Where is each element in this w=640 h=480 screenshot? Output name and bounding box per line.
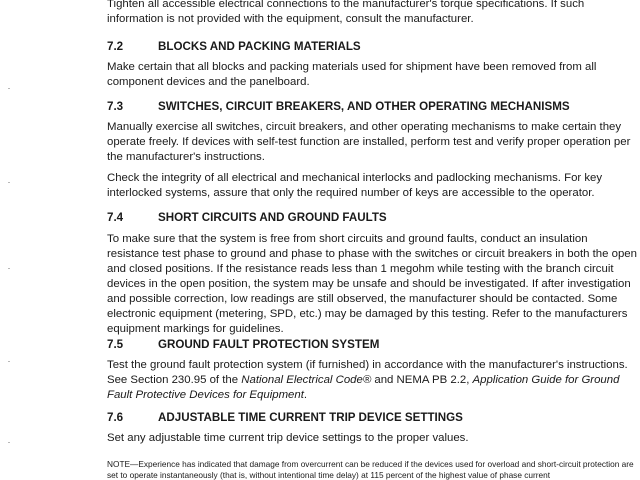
margin-mark xyxy=(8,442,10,443)
section-7-3-body: Manually exercise all switches, circuit breakers, and other operating mechanisms to make certain they operate freely. If devices with self-test function are installed, perform test and verify proper operation per the manufacturer's instructions. xyxy=(107,121,631,163)
margin-mark xyxy=(8,182,10,183)
body-text: and NEMA PB 2.2, xyxy=(371,374,473,386)
section-heading-7-5 xyxy=(107,337,637,352)
nec-title: National Electrical Code® xyxy=(241,374,372,386)
section-7-4-body: To make sure that the system is free from short circuits and ground faults, conduct an insulation resistance test phase to ground and phase to phase with the switches or circuit breakers in both the open and closed positions. If the resistance reads less than 1 megohm while testing with the branch circuit devices in the open position, the system may be unsafe and should be investigated. If after investigation and possible correction, low readings are still observed, the manufacturer should be contacted. Some electronic equipment (metering, SPD, etc.) may be damaged by this testing. Refer to the manufacturers equipment markings for guidelines. xyxy=(107,233,637,335)
section-title: ADJUSTABLE TIME CURRENT TRIP DEVICE SETTINGS xyxy=(158,411,463,424)
section-number: 7.4 xyxy=(107,211,124,224)
section-number: 7.6 xyxy=(107,411,124,424)
note-text: NOTE—Experience has indicated that damage from overcurrent can be reduced if the devices used for overload and short-circuit protection are set to operate instantaneously (that is, without intentional time delay) at 115 percent of the highest value of phase current xyxy=(107,459,634,480)
pb-title: Application Guide for Ground Fault Protective Devices for Equipment xyxy=(107,374,620,401)
section-title: BLOCKS AND PACKING MATERIALS xyxy=(158,40,361,53)
section-heading-7-6 xyxy=(107,410,637,425)
section-title: GROUND FAULT PROTECTION SYSTEM xyxy=(158,338,380,351)
section-7-5-body xyxy=(107,358,637,403)
section-number: 7.2 xyxy=(107,40,124,53)
intro-paragraph: Tighten all accessible electrical connections to the manufacturer's torque specifications. If such information is not provided with the equipment, consult the manufacturer. xyxy=(107,0,585,25)
section-number: 7.3 xyxy=(107,100,124,113)
section-title: SHORT CIRCUITS AND GROUND FAULTS xyxy=(158,211,387,224)
section-heading-7-4 xyxy=(107,210,637,225)
margin-mark xyxy=(8,361,10,362)
body-text: . xyxy=(303,389,308,401)
section-title: SWITCHES, CIRCUIT BREAKERS, AND OTHER OPERATING MECHANISMS xyxy=(158,100,570,113)
section-7-6-body: Set any adjustable time current trip device settings to the proper values. xyxy=(107,432,469,444)
section-heading-7-3 xyxy=(107,99,637,114)
margin-mark xyxy=(8,268,10,269)
margin-mark xyxy=(8,88,10,89)
section-number: 7.5 xyxy=(107,338,124,351)
body-text: Test the ground fault protection system (if furnished) in accordance with the manufacturer's instructions. See Section 230.95 of the xyxy=(107,359,628,386)
section-7-3-body-2: Check the integrity of all electrical and mechanical interlocks and padlocking mechanisms. For key interlocked systems, assure that only the required number of keys are accessible to the operator. xyxy=(107,172,603,199)
section-7-2-body: Make certain that all blocks and packing materials used for shipment have been removed from all component devices and the panelboard. xyxy=(107,61,597,88)
section-heading-7-2 xyxy=(107,39,637,54)
